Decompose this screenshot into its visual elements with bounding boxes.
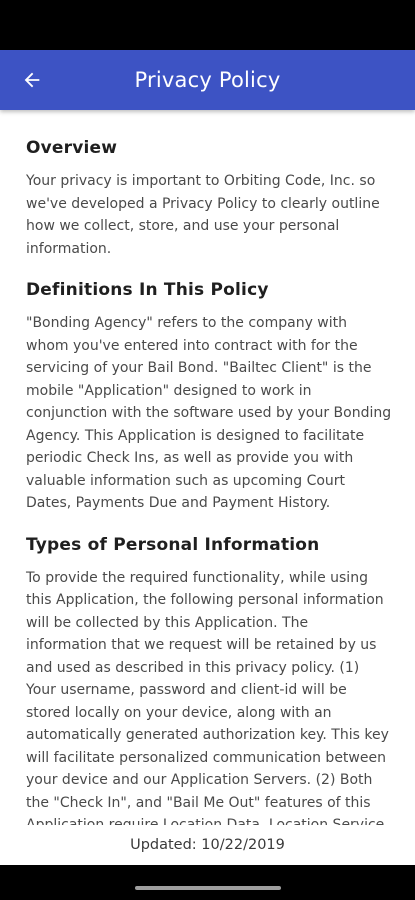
section-heading: Overview: [26, 138, 118, 158]
section-heading: Definitions In This Policy: [26, 280, 269, 300]
section-body: Your privacy is important to Orbiting Code, Inc. so we've developed a Privacy Policy to clearly outline how we collect, store, and use your personal information.: [26, 173, 380, 257]
home-indicator[interactable]: [135, 886, 281, 890]
page-title: Privacy Policy: [134, 68, 281, 92]
section-overview: [26, 138, 393, 260]
section-definitions: [26, 280, 393, 515]
app-bar: [0, 50, 415, 110]
section-heading: Types of Personal Information: [26, 534, 320, 555]
footer-updated-date: Updated: 10/22/2019: [0, 825, 415, 865]
section-personal-information: [26, 535, 393, 860]
section-body: "Bonding Agency" refers to the company with whom you've entered into contract with for the servicing of your Bail Bond. "Bailtec Client" is the mobile "Application" designed to work in conjunction with the software used by your Bonding Agency. This Application is designed to facilitate periodic Check Ins, as well as provide you with valuable information such as upcoming Court Dates, Payments Due and Payment History.: [26, 315, 392, 511]
policy-content[interactable]: [0, 110, 415, 825]
section-body: To provide the required functionality, while using this Application, the following personal information will be collected by this Application. The information that we request will be retained by us and used as described in this privacy policy. (1) Your username, password and client-id will be stored locally on your device, along with an automatically generated authorization key. This key will facilitate personalized communication between your device and our Application Servers. (2) Both the "Check In", and "Bail Me Out" features of this: [26, 569, 389, 811]
status-bar: [0, 0, 415, 50]
navigation-bar: [0, 865, 415, 900]
